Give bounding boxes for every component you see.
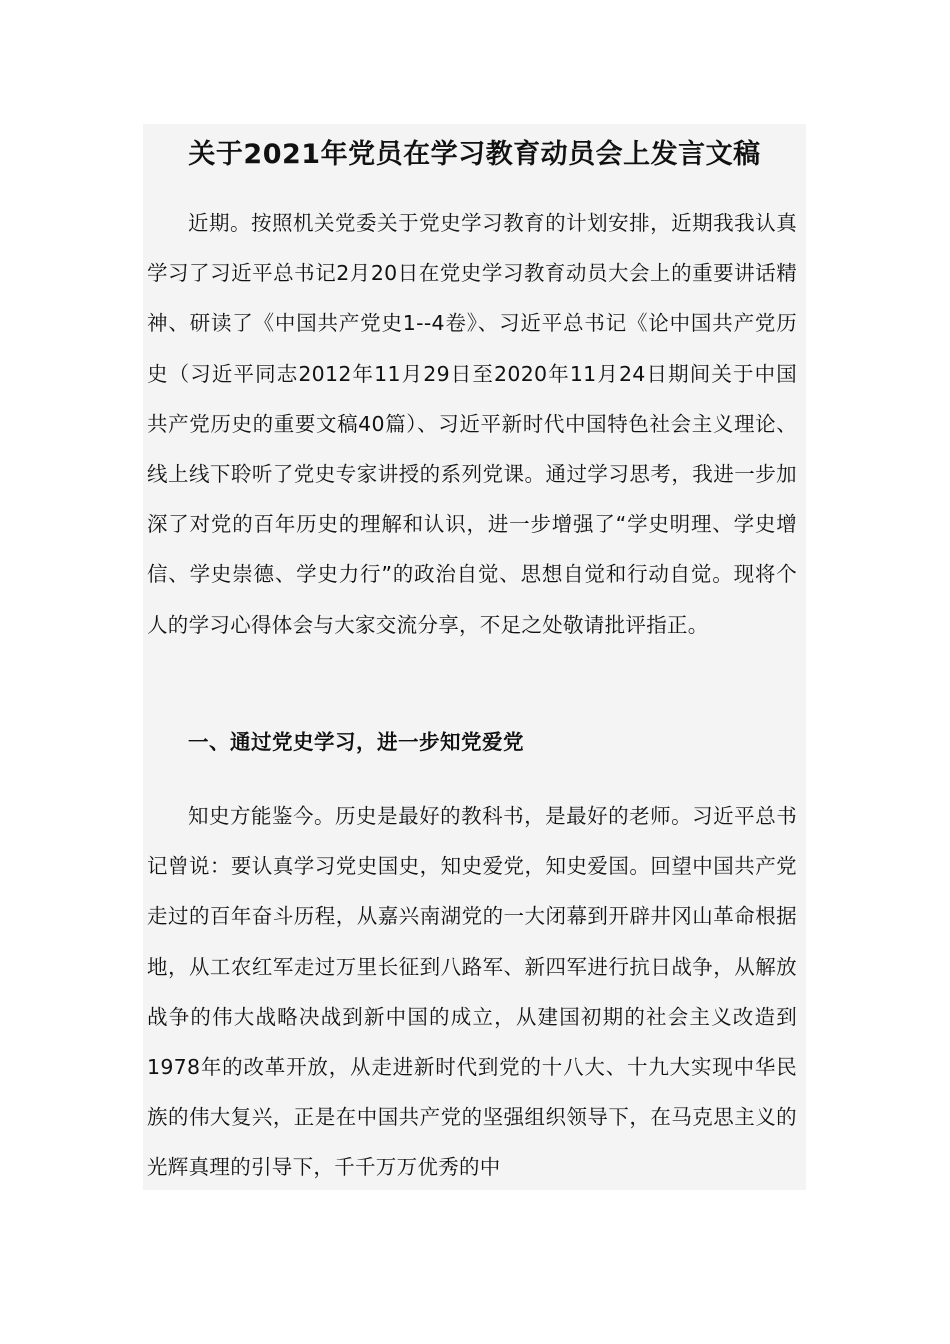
document-title: 关于2021年党员在学习教育动员会上发言文稿 bbox=[188, 139, 761, 170]
intro-paragraph: 近期。按照机关党委关于党史学习教育的计划安排，近期我我认真学习了习近平总书记2月20日在党史学习教育动员大会上的重要讲话精神、研读了《中国共产党史1--4卷》、习近平总书记《论中国共产党历史（习近平同志2012年11月29日至2020年11月24日期间关于中国共产党历史的重要文稿40篇）、习近平新时代中国特色社会主义理论、线上线下聆听了党史专家讲授的系列党课。通过学习思考，我进一步加深了对党的百年历史的理解和认识，进一步增强了“学史明理、学史增信、学史崇德、学史力行”的政治自觉、思想自觉和行动自觉。现将个人的学习心得体会与大家交流分享，不足之处敬请批评指正。 bbox=[147, 211, 797, 637]
section-1-paragraph: 知史方能鉴今。历史是最好的教科书，是最好的老师。习近平总书记曾说：要认真学习党史国史，知史爱党，知史爱国。回望中国共产党走过的百年奋斗历程，从嘉兴南湖党的一大闭幕到开辟井冈山革命根据地，从工农红军走过万里长征到八路军、新四军进行抗日战争，从解放战争的伟大战略决战到新中国的成立，从建国初期的社会主义改造到1978年的改革开放，从走进新时代到党的十八大、十九大实现中华民族的伟大复兴，正是在中国共产党的坚强组织领导下，在马克思主义的光辉真理的引导下，千千万万优秀的中 bbox=[147, 804, 797, 1180]
section-heading-1: 一、通过党史学习，进一步知党爱党 bbox=[188, 730, 524, 754]
